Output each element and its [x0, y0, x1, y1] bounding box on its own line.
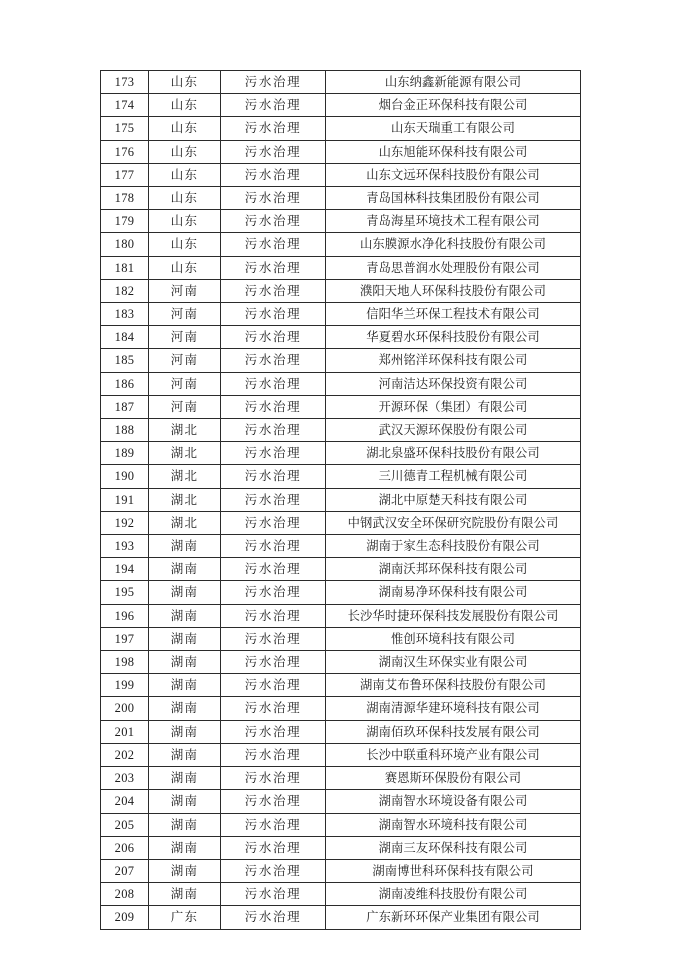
cell-category: 污水治理: [221, 71, 326, 94]
cell-category: 污水治理: [221, 767, 326, 790]
table-row: [101, 511, 581, 534]
cell-company: 广东新环环保产业集团有限公司: [326, 906, 581, 929]
cell-province: 湖南: [149, 535, 221, 558]
cell-category: 污水治理: [221, 720, 326, 743]
cell-company: 湖南智水环境设备有限公司: [326, 790, 581, 813]
table-row: [101, 651, 581, 674]
cell-category: 污水治理: [221, 813, 326, 836]
table-row: [101, 836, 581, 859]
cell-category: 污水治理: [221, 581, 326, 604]
cell-province: 河南: [149, 303, 221, 326]
cell-index: 183: [101, 303, 149, 326]
cell-province: 湖北: [149, 419, 221, 442]
cell-province: 山东: [149, 233, 221, 256]
cell-category: 污水治理: [221, 163, 326, 186]
table-row: [101, 279, 581, 302]
cell-company: 湖南沃邦环保科技有限公司: [326, 558, 581, 581]
cell-index: 194: [101, 558, 149, 581]
table-row: [101, 303, 581, 326]
cell-category: 污水治理: [221, 488, 326, 511]
cell-province: 湖南: [149, 743, 221, 766]
cell-company: 湖南易净环保科技有限公司: [326, 581, 581, 604]
cell-company: 郑州铭洋环保科技有限公司: [326, 349, 581, 372]
cell-index: 190: [101, 465, 149, 488]
cell-company: 山东天瑞重工有限公司: [326, 117, 581, 140]
cell-company: 开源环保（集团）有限公司: [326, 395, 581, 418]
cell-company: 华夏碧水环保科技股份有限公司: [326, 326, 581, 349]
cell-index: 201: [101, 720, 149, 743]
cell-category: 污水治理: [221, 465, 326, 488]
cell-company: 湖南清源华建环境科技有限公司: [326, 697, 581, 720]
cell-index: 191: [101, 488, 149, 511]
cell-category: 污水治理: [221, 94, 326, 117]
cell-company: 河南洁达环保投资有限公司: [326, 372, 581, 395]
cell-company: 湖南智水环境科技有限公司: [326, 813, 581, 836]
cell-province: 山东: [149, 210, 221, 233]
table-row: [101, 419, 581, 442]
table-row: [101, 743, 581, 766]
cell-province: 河南: [149, 372, 221, 395]
cell-category: 污水治理: [221, 326, 326, 349]
cell-category: 污水治理: [221, 210, 326, 233]
cell-index: 207: [101, 859, 149, 882]
table-row: [101, 326, 581, 349]
cell-index: 187: [101, 395, 149, 418]
cell-company: 青岛国林科技集团股份有限公司: [326, 187, 581, 210]
cell-province: 河南: [149, 395, 221, 418]
cell-category: 污水治理: [221, 117, 326, 140]
table-row: [101, 535, 581, 558]
cell-category: 污水治理: [221, 511, 326, 534]
cell-province: 山东: [149, 163, 221, 186]
cell-province: 山东: [149, 256, 221, 279]
cell-province: 湖北: [149, 465, 221, 488]
cell-index: 181: [101, 256, 149, 279]
cell-index: 185: [101, 349, 149, 372]
cell-province: 河南: [149, 349, 221, 372]
cell-category: 污水治理: [221, 372, 326, 395]
cell-company: 信阳华兰环保工程技术有限公司: [326, 303, 581, 326]
cell-company: 湖北中原楚天科技有限公司: [326, 488, 581, 511]
cell-company: 三川德青工程机械有限公司: [326, 465, 581, 488]
cell-province: 山东: [149, 187, 221, 210]
table-row: [101, 488, 581, 511]
cell-index: 188: [101, 419, 149, 442]
cell-index: 176: [101, 140, 149, 163]
table-row: [101, 767, 581, 790]
cell-index: 179: [101, 210, 149, 233]
cell-company: 烟台金正环保科技有限公司: [326, 94, 581, 117]
table-row: [101, 395, 581, 418]
cell-index: 197: [101, 627, 149, 650]
cell-index: 192: [101, 511, 149, 534]
cell-index: 174: [101, 94, 149, 117]
cell-province: 湖南: [149, 790, 221, 813]
table-row: [101, 140, 581, 163]
cell-category: 污水治理: [221, 349, 326, 372]
cell-company: 山东旭能环保科技有限公司: [326, 140, 581, 163]
table-row: [101, 627, 581, 650]
cell-province: 湖南: [149, 767, 221, 790]
cell-company: 湖南凌维科技股份有限公司: [326, 883, 581, 906]
cell-province: 山东: [149, 71, 221, 94]
cell-province: 河南: [149, 326, 221, 349]
cell-index: 195: [101, 581, 149, 604]
cell-category: 污水治理: [221, 395, 326, 418]
table-row: [101, 604, 581, 627]
cell-company: 青岛海星环境技术工程有限公司: [326, 210, 581, 233]
cell-index: 199: [101, 674, 149, 697]
cell-company: 中钢武汉安全环保研究院股份有限公司: [326, 511, 581, 534]
cell-province: 广东: [149, 906, 221, 929]
table-row: [101, 94, 581, 117]
cell-province: 湖南: [149, 720, 221, 743]
cell-category: 污水治理: [221, 697, 326, 720]
cell-company: 长沙华时捷环保科技发展股份有限公司: [326, 604, 581, 627]
cell-company: 湖北泉盛环保科技股份有限公司: [326, 442, 581, 465]
cell-company: 武汉天源环保股份有限公司: [326, 419, 581, 442]
table-row: [101, 372, 581, 395]
table-row: [101, 859, 581, 882]
table-body: [101, 71, 581, 930]
cell-category: 污水治理: [221, 187, 326, 210]
table-row: [101, 465, 581, 488]
table-container: [100, 70, 580, 930]
cell-category: 污水治理: [221, 906, 326, 929]
table-row: [101, 790, 581, 813]
table-row: [101, 883, 581, 906]
cell-province: 河南: [149, 279, 221, 302]
table-row: [101, 71, 581, 94]
cell-province: 湖南: [149, 859, 221, 882]
cell-company: 湖南三友环保科技有限公司: [326, 836, 581, 859]
cell-category: 污水治理: [221, 233, 326, 256]
table-row: [101, 256, 581, 279]
cell-company: 山东纳鑫新能源有限公司: [326, 71, 581, 94]
cell-company: 青岛思普润水处理股份有限公司: [326, 256, 581, 279]
cell-index: 184: [101, 326, 149, 349]
cell-category: 污水治理: [221, 883, 326, 906]
cell-category: 污水治理: [221, 674, 326, 697]
cell-category: 污水治理: [221, 604, 326, 627]
table-row: [101, 442, 581, 465]
cell-province: 湖北: [149, 511, 221, 534]
table-row: [101, 117, 581, 140]
cell-province: 湖南: [149, 674, 221, 697]
cell-category: 污水治理: [221, 627, 326, 650]
cell-index: 180: [101, 233, 149, 256]
cell-company: 濮阳天地人环保科技股份有限公司: [326, 279, 581, 302]
cell-index: 189: [101, 442, 149, 465]
table-row: [101, 233, 581, 256]
cell-province: 山东: [149, 117, 221, 140]
table-row: [101, 813, 581, 836]
table-row: [101, 187, 581, 210]
cell-company: 山东文远环保科技股份有限公司: [326, 163, 581, 186]
cell-province: 湖南: [149, 627, 221, 650]
cell-category: 污水治理: [221, 419, 326, 442]
cell-index: 203: [101, 767, 149, 790]
cell-index: 205: [101, 813, 149, 836]
cell-company: 惟创环境科技有限公司: [326, 627, 581, 650]
cell-index: 208: [101, 883, 149, 906]
cell-company: 赛恩斯环保股份有限公司: [326, 767, 581, 790]
cell-province: 湖北: [149, 442, 221, 465]
cell-province: 湖南: [149, 836, 221, 859]
cell-category: 污水治理: [221, 303, 326, 326]
cell-company: 湖南于家生态科技股份有限公司: [326, 535, 581, 558]
cell-province: 湖南: [149, 581, 221, 604]
table-row: [101, 349, 581, 372]
cell-category: 污水治理: [221, 836, 326, 859]
cell-company: 山东膜源水净化科技股份有限公司: [326, 233, 581, 256]
cell-province: 山东: [149, 140, 221, 163]
cell-company: 长沙中联重科环境产业有限公司: [326, 743, 581, 766]
table-row: [101, 163, 581, 186]
cell-index: 200: [101, 697, 149, 720]
cell-province: 湖南: [149, 604, 221, 627]
cell-index: 206: [101, 836, 149, 859]
cell-index: 196: [101, 604, 149, 627]
cell-index: 177: [101, 163, 149, 186]
cell-category: 污水治理: [221, 558, 326, 581]
table-row: [101, 558, 581, 581]
cell-index: 204: [101, 790, 149, 813]
table-row: [101, 720, 581, 743]
cell-category: 污水治理: [221, 279, 326, 302]
cell-category: 污水治理: [221, 442, 326, 465]
cell-category: 污水治理: [221, 256, 326, 279]
cell-category: 污水治理: [221, 651, 326, 674]
cell-index: 202: [101, 743, 149, 766]
cell-category: 污水治理: [221, 790, 326, 813]
cell-category: 污水治理: [221, 859, 326, 882]
table-row: [101, 697, 581, 720]
cell-index: 186: [101, 372, 149, 395]
cell-province: 湖南: [149, 883, 221, 906]
cell-company: 湖南佰玖环保科技发展有限公司: [326, 720, 581, 743]
cell-index: 209: [101, 906, 149, 929]
cell-company: 湖南艾布鲁环保科技股份有限公司: [326, 674, 581, 697]
cell-category: 污水治理: [221, 743, 326, 766]
cell-index: 193: [101, 535, 149, 558]
cell-company: 湖南汉生环保实业有限公司: [326, 651, 581, 674]
cell-index: 175: [101, 117, 149, 140]
cell-province: 湖南: [149, 651, 221, 674]
cell-index: 182: [101, 279, 149, 302]
table-row: [101, 581, 581, 604]
cell-index: 173: [101, 71, 149, 94]
enterprise-list-table: [100, 70, 581, 930]
cell-index: 178: [101, 187, 149, 210]
cell-province: 湖北: [149, 488, 221, 511]
cell-category: 污水治理: [221, 535, 326, 558]
table-row: [101, 906, 581, 929]
cell-province: 山东: [149, 94, 221, 117]
cell-province: 湖南: [149, 813, 221, 836]
cell-company: 湖南博世科环保科技有限公司: [326, 859, 581, 882]
cell-index: 198: [101, 651, 149, 674]
table-row: [101, 674, 581, 697]
cell-province: 湖南: [149, 558, 221, 581]
cell-province: 湖南: [149, 697, 221, 720]
table-row: [101, 210, 581, 233]
cell-category: 污水治理: [221, 140, 326, 163]
